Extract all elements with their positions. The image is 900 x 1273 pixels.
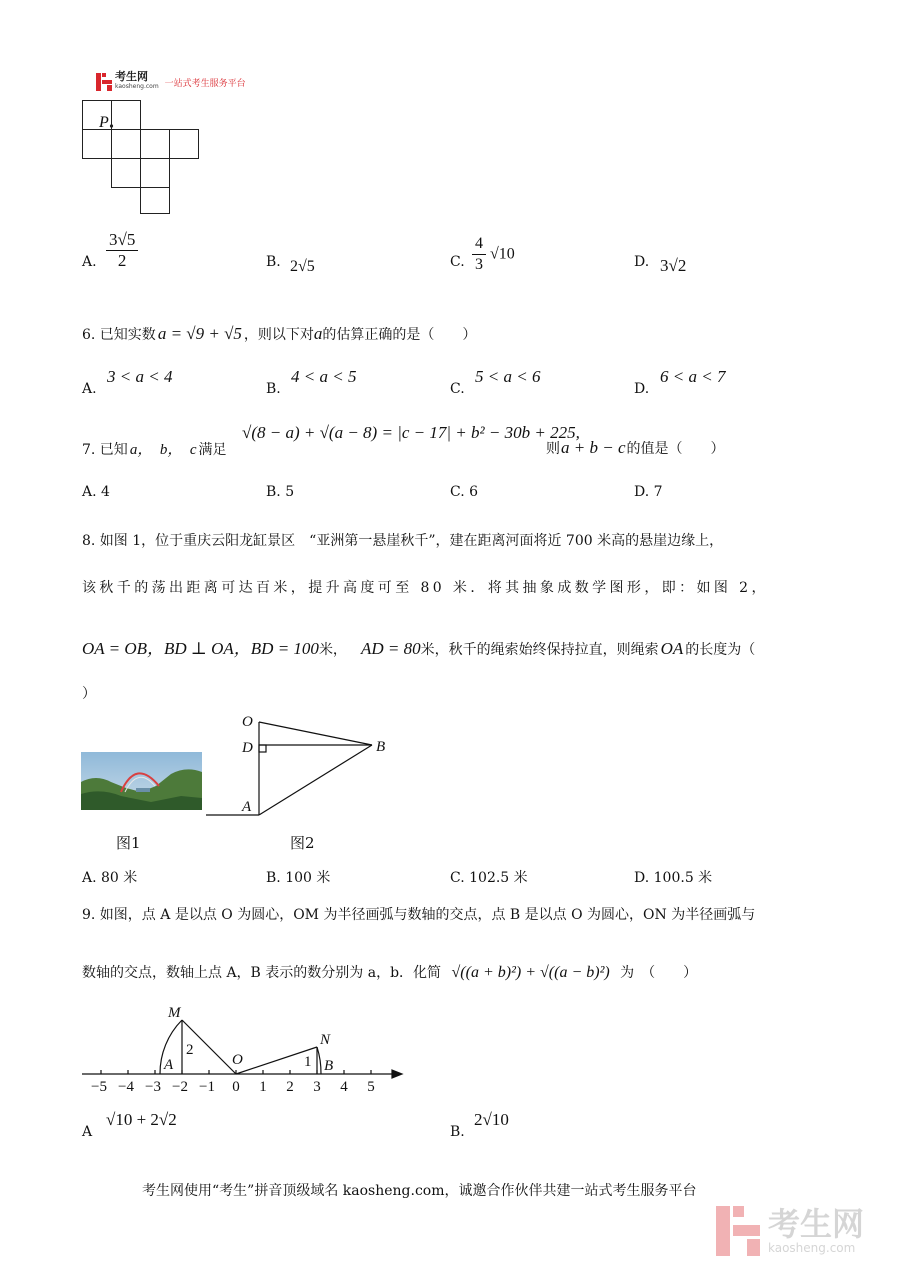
q9-line-1: 9. 如图，点 A 是以点 O 为圆心，OM 为半径画弧与数轴的交点，点 B 是以点 O 为圆心，ON 为半径画弧与 — [82, 907, 756, 923]
q7-stem-mid: 满足 — [198, 442, 227, 458]
q8-expression-1: OA = OB，BD ⊥ OA，BD = 100 — [82, 639, 319, 658]
figure-1-photo — [81, 752, 202, 810]
figure-2-label: 图2 — [290, 834, 315, 852]
q6-stem — [82, 324, 476, 344]
q6-option-b-value: 4 < a < 5 — [291, 367, 357, 386]
option-letter: B. — [266, 870, 281, 886]
point-m-label: M — [168, 1005, 181, 1021]
q7-target: a + b − c — [561, 438, 626, 457]
q6-option-c-value: 5 < a < 6 — [475, 367, 541, 386]
tick-label: 1 — [259, 1079, 267, 1095]
tick-label: −4 — [118, 1079, 134, 1095]
q7-option-d[interactable] — [634, 484, 663, 500]
option-value: 7 — [653, 484, 663, 500]
q8-line-2: 该秋千的荡出距离可达百米，提升高度可至 80 米．将其抽象成数学图形，即：如图 2， — [82, 580, 769, 596]
option-letter: C. — [450, 484, 465, 500]
option-letter: B. — [266, 381, 281, 397]
tick-label: 2 — [286, 1079, 294, 1095]
q7-stem-then: 则 — [546, 441, 560, 457]
logo-text: 考生网 — [115, 70, 148, 83]
q8-text: 米，秋千的绳索始终保持拉直，则绳索 — [420, 642, 659, 658]
q5-option-c-value — [472, 234, 515, 275]
point-b-label: B — [376, 739, 386, 755]
point-o-label: O — [232, 1052, 243, 1068]
option-letter: C. — [450, 870, 465, 886]
fraction-numerator: 3√5 — [106, 230, 138, 251]
tick-label: 0 — [232, 1079, 240, 1095]
q6-stem-prefix: 6. 已知实数 — [82, 327, 156, 343]
option-letter: B. — [450, 1124, 465, 1140]
tick-label: −5 — [91, 1079, 107, 1095]
option-value: 6 — [469, 484, 479, 500]
footer-text: 考生网使用“考生”拼音顶级域名 kaosheng.com，诚邀合作伙伴共建一站式考生服务平台 — [142, 1183, 697, 1199]
q7-stem — [82, 438, 226, 459]
point-p-label: P — [99, 114, 109, 131]
option-value: 5 — [285, 484, 295, 500]
q6-option-d[interactable] — [634, 381, 649, 397]
q9-line-2 — [82, 962, 697, 982]
option-letter: B. — [266, 484, 281, 500]
q5-option-c[interactable] — [450, 254, 465, 270]
kaosheng-logo-icon — [96, 73, 112, 91]
fraction-denominator: 3 — [475, 256, 483, 273]
q5-option-b-value: 2√5 — [290, 258, 315, 275]
point-o-label: O — [242, 714, 253, 730]
height-1-label: 1 — [304, 1054, 312, 1070]
q5-option-a-value — [106, 230, 138, 271]
height-2-label: 2 — [186, 1042, 194, 1058]
option-letter: A — [82, 1124, 93, 1140]
point-n-label: N — [320, 1032, 331, 1048]
option-letter: D. — [634, 484, 650, 500]
q8-option-d[interactable] — [634, 867, 712, 887]
q6-option-a-value: 3 < a < 4 — [107, 367, 173, 386]
tick-label: −2 — [172, 1079, 188, 1095]
q5-option-d[interactable] — [634, 254, 649, 270]
point-b-label: B — [324, 1058, 334, 1074]
option-value: 4 — [101, 484, 110, 500]
point-a-label: A — [164, 1057, 174, 1073]
q9-option-a[interactable] — [82, 1124, 92, 1140]
q8-expression-2: AD = 80 — [360, 639, 421, 658]
q7-variables: a， b， c — [129, 442, 197, 458]
tick-label: −3 — [145, 1079, 161, 1095]
tick-label: −1 — [199, 1079, 215, 1095]
option-letter: D. — [634, 870, 650, 886]
q7-stem-suffix: 的值是（ ） — [626, 441, 725, 457]
q9-expression: √((a + b)²) + √((a − b)²) — [451, 964, 610, 981]
point-d-label: D — [242, 740, 253, 756]
tick-label: 5 — [367, 1079, 375, 1095]
option-letter: C. — [450, 254, 465, 270]
q9-suffix: 为 （ ） — [620, 965, 698, 981]
q7-option-c[interactable] — [450, 484, 478, 500]
q8-option-c[interactable] — [450, 867, 528, 887]
figure-1-label: 图1 — [116, 834, 141, 852]
option-letter: A. — [82, 484, 97, 500]
q6-option-a[interactable] — [82, 381, 97, 397]
option-letter: A. — [82, 381, 97, 397]
grid-figure — [80, 98, 202, 216]
q8-suffix: 的长度为（ — [685, 642, 756, 658]
fraction-numerator: 4 — [472, 234, 486, 255]
watermark-text: 考生网 — [768, 1205, 865, 1243]
watermark-logo-icon — [716, 1206, 760, 1256]
q7-expression: √(8 − a) + √(a − 8) = |c − 17| + b² − 30b + 225, — [242, 423, 580, 442]
option-letter: A. — [82, 870, 97, 886]
q7-stem-tail — [546, 438, 725, 458]
q6-variable: a — [313, 324, 323, 343]
q6-expression: a = √9 + √5 — [157, 324, 242, 343]
q6-stem-suffix: 的估算正确的是（ ） — [322, 327, 477, 343]
option-letter: D. — [634, 381, 650, 397]
fraction-denominator: 2 — [117, 251, 127, 270]
q8-line-3 — [82, 634, 755, 659]
q5-option-a[interactable] — [82, 254, 97, 270]
logo-slogan: 一站式考生服务平台 — [164, 78, 246, 89]
logo-sub: kaosheng.com — [115, 83, 159, 90]
watermark-sub: kaosheng.com — [768, 1241, 856, 1255]
option-letter: C. — [450, 381, 465, 397]
q7-option-b[interactable] — [266, 484, 294, 500]
q9-text: 数轴的交点，数轴上点 A，B 表示的数分别为 a，b．化简 — [82, 965, 442, 981]
tick-label: 4 — [340, 1079, 348, 1095]
q5-option-b[interactable] — [266, 254, 281, 270]
q9-option-a-value: √10 + 2√2 — [106, 1110, 177, 1129]
q8-unit: 米， — [318, 642, 347, 658]
option-letter: A. — [82, 254, 97, 270]
point-a-label: A — [242, 799, 252, 815]
tick-label: 3 — [313, 1079, 321, 1095]
q6-option-d-value: 6 < a < 7 — [660, 367, 726, 386]
q9-option-b[interactable] — [450, 1124, 465, 1140]
option-value: 100 米 — [285, 870, 331, 886]
header-logo — [96, 72, 246, 92]
q9-option-b-value: 2√10 — [474, 1110, 509, 1129]
q7-stem-prefix: 7. 已知 — [82, 442, 128, 458]
radical: √10 — [490, 245, 515, 263]
q6-stem-mid: ，则以下对 — [243, 327, 314, 343]
q8-line-1: 8. 如图 1，位于重庆云阳龙缸景区 “亚洲第一悬崖秋千”，建在距离河面将近 700 米高的悬崖边缘上， — [82, 533, 724, 549]
figure-2-diagram — [204, 712, 394, 822]
option-value: 102.5 米 — [469, 870, 528, 886]
q5-option-d-value: 3√2 — [660, 256, 687, 275]
option-value: 80 米 — [101, 870, 138, 886]
option-letter: D. — [634, 254, 650, 270]
q7-option-a[interactable] — [82, 484, 110, 500]
q8-variable: OA — [660, 639, 684, 658]
watermark — [716, 1206, 864, 1256]
option-value: 100.5 米 — [653, 870, 713, 886]
number-line-figure — [80, 1000, 410, 1095]
q8-line-4: ） — [82, 686, 96, 702]
q6-option-c[interactable] — [450, 381, 465, 397]
option-letter: B. — [266, 254, 281, 270]
q6-option-b[interactable] — [266, 381, 281, 397]
q8-option-b[interactable] — [266, 867, 330, 887]
q8-option-a[interactable] — [82, 867, 137, 887]
